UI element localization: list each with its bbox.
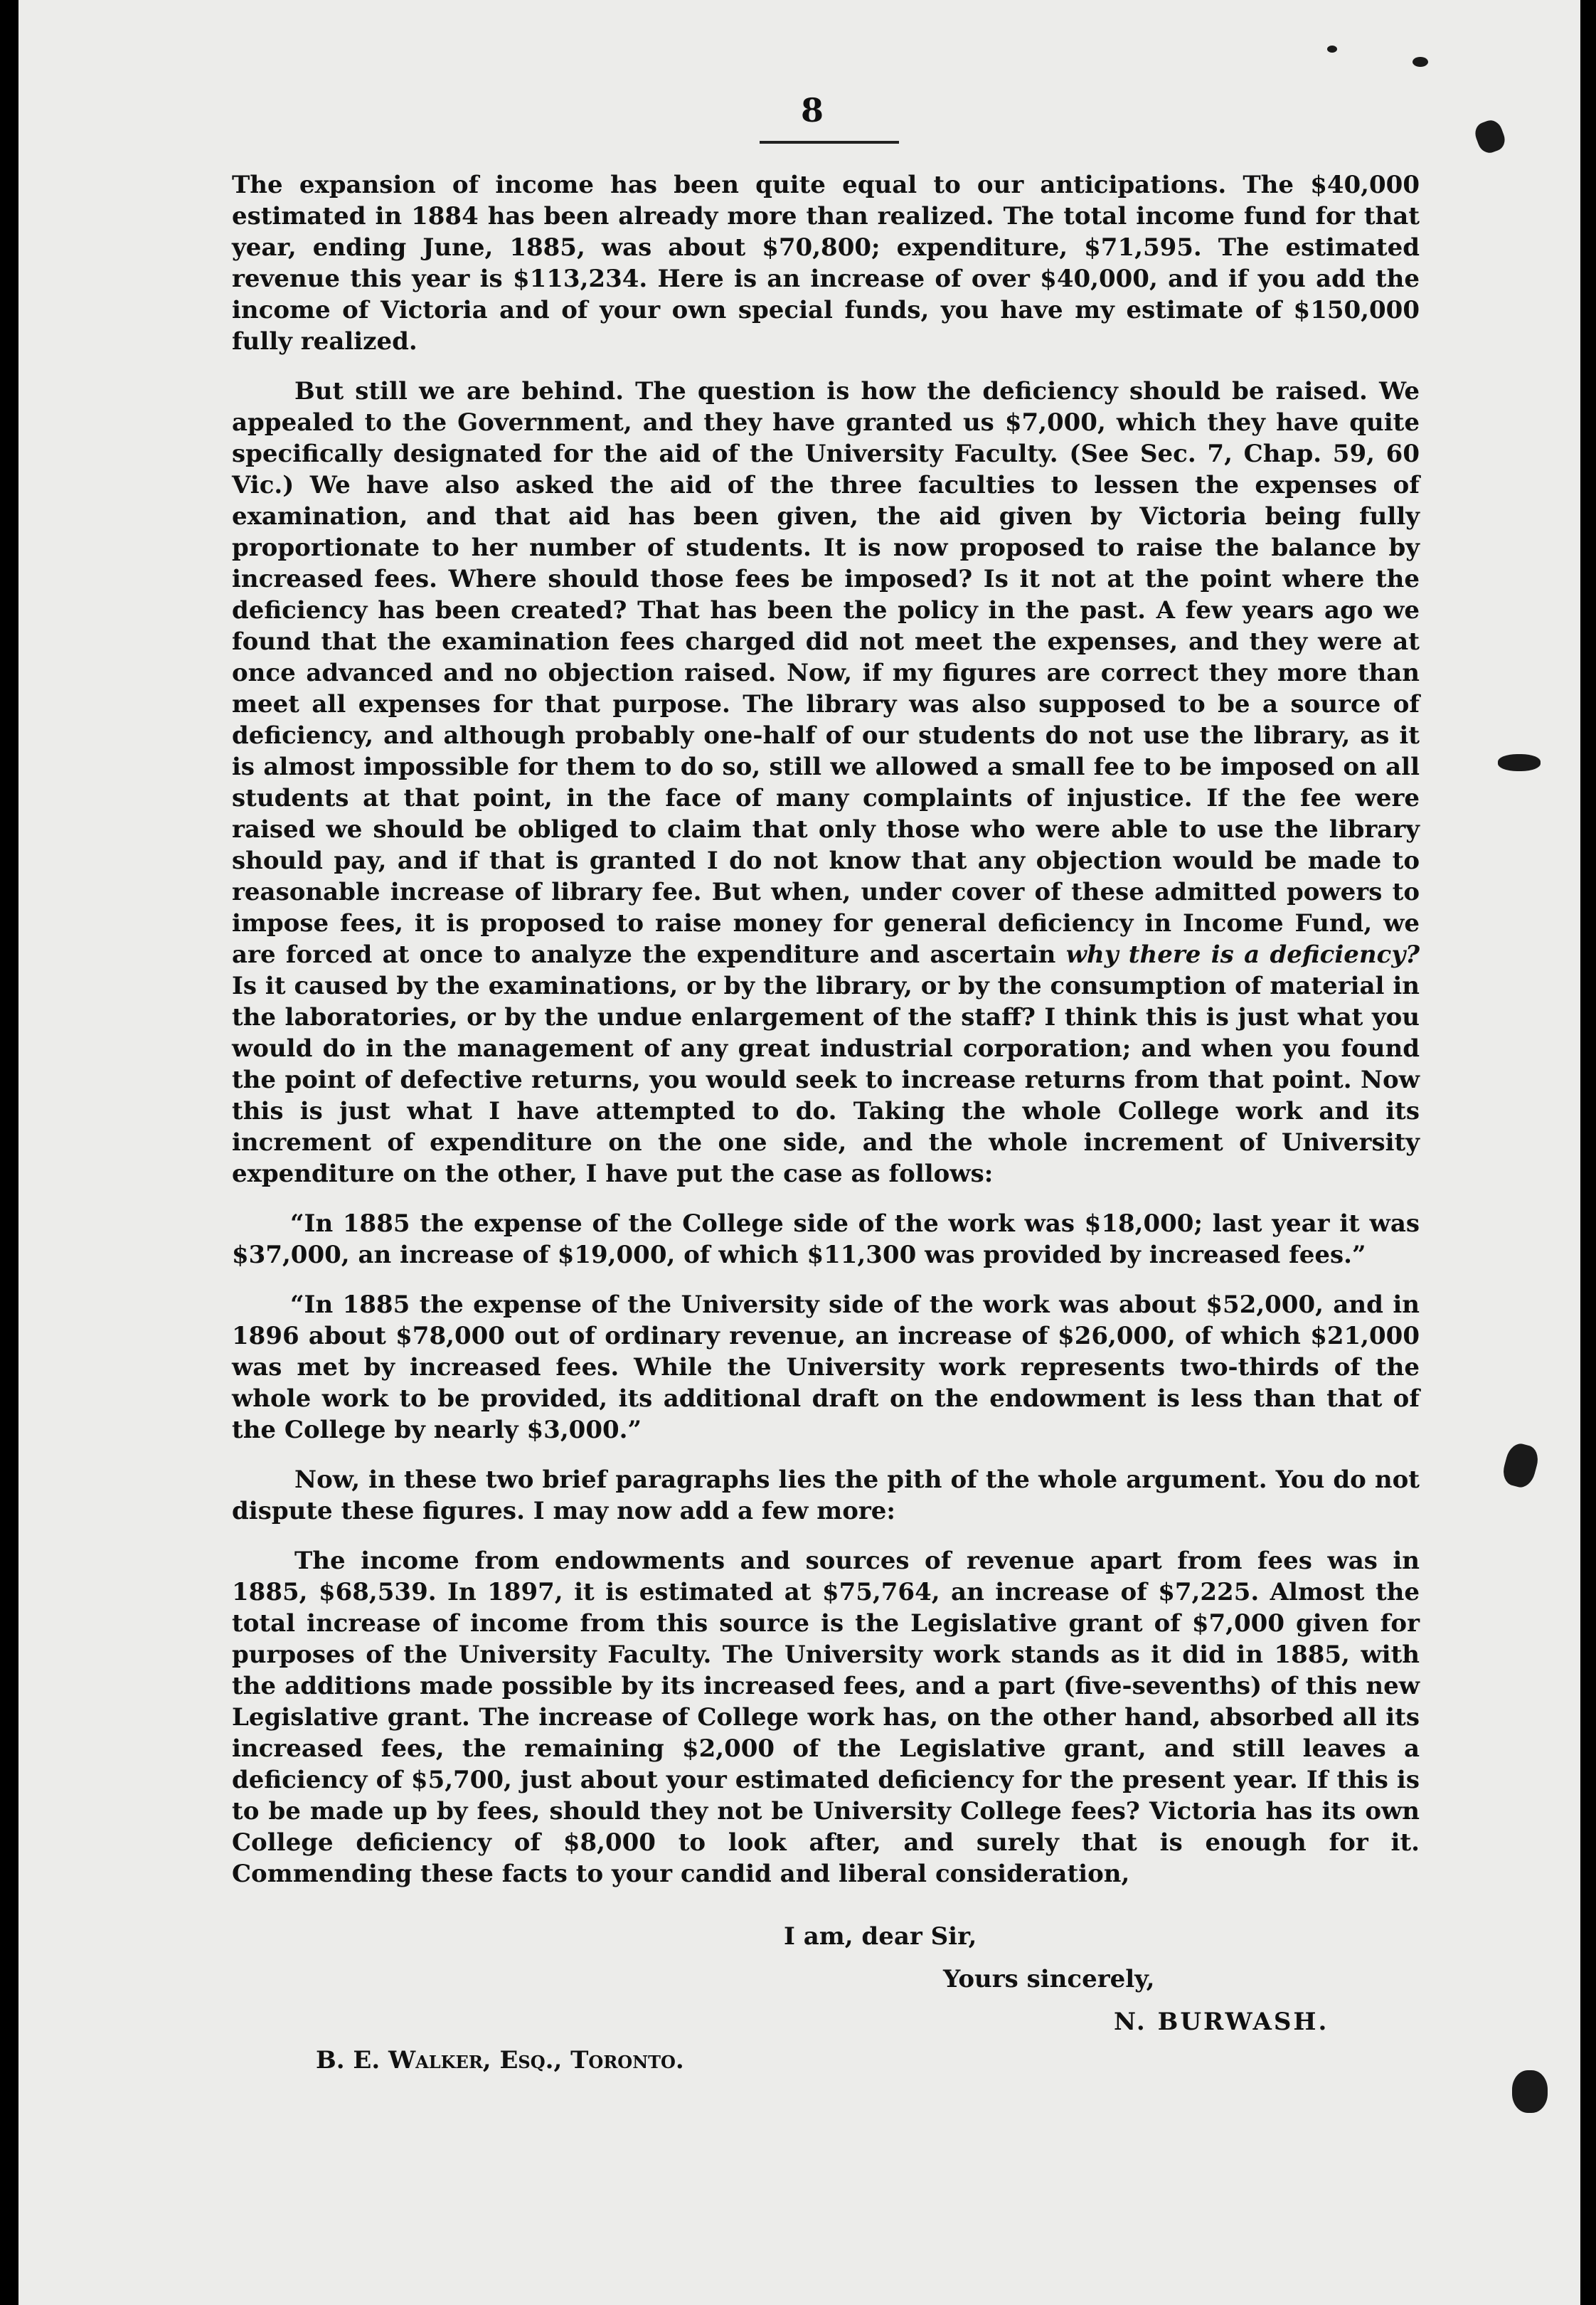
addressee-suffix: Esq., Toronto. xyxy=(499,2046,684,2074)
scan-speck xyxy=(1512,2070,1548,2113)
paragraph-endowments: The income from endowments and sources of revenue apart from fees was in 1885, $68,539. In 1897, it is estimated at $75,764, an increase of $7,225. Almost the total increase of income from this source is the Legislative grant of $7,000 given for purposes of the University Faculty. The University work stands as it did in 1885, with the additions made possible by its increased fees, and a part (five-sevenths) of this new Legislative grant. The increase of College work has, on the other hand, absorbed all its increased fees, the remaining $2,000 of the Legislative grant, and still leaves a deficiency of $5,700, just about your estimated deficiency for the present year. If this is to be made up by fees, should they not be University College fees? Victoria has its own College deficiency of $8,000 to look after, and surely that is enough for it. Commending these facts to your candid and liberal consideration, xyxy=(232,1547,1420,1888)
closing-valediction: Yours sincerely, xyxy=(943,1965,1155,1993)
page-number: 8 xyxy=(801,91,824,129)
paragraph-deficiency-cont: Is it caused by the examinations, or by the library, or by the consumption of material in the laboratories, or by the undue enlargement of the staff? I think this is just what you would do in the management of any great industrial corporation; and when you found the point of defective returns, you would seek to increase returns from that point. Now this is just what I have attempted to do. Taking the whole College work and its increment of expenditure on the one side, and the whole increment of University expenditure on the other, I have put the case as follows: xyxy=(232,972,1420,1188)
scan-speck xyxy=(1472,117,1509,156)
paragraph-pith: Now, in these two brief paragraphs lies the pith of the whole argument. You do not dispute these figures. I may now add a few more: xyxy=(232,1466,1420,1525)
letter-body xyxy=(232,169,1420,1908)
signature: N. BURWASH. xyxy=(1114,2008,1329,2036)
scan-speck xyxy=(1498,754,1541,771)
scan-border-right xyxy=(1580,0,1596,2305)
italic-phrase: why there is a deficiency? xyxy=(1065,940,1420,969)
addressee xyxy=(316,2046,684,2074)
paragraph-income: The expansion of income has been quite equal to our anticipations. The $40,000 estimated in 1884 has been already more than realized. The total income fund for that year, ending June, 1885, was about $70,800; expenditure, $71,595. The estimated revenue this year is $113,234. Here is an increase of over $40,000, and if you add the income of Victoria and of your own special funds, you have my estimate of $150,000 fully realized. xyxy=(232,171,1420,356)
scan-speck xyxy=(1413,57,1428,67)
paragraph-deficiency xyxy=(232,376,1420,1189)
quote-college: “In 1885 the expense of the College side of the work was $18,000; last year it was $37,000, an increase of $19,000, of which $11,300 was provided by increased fees.” xyxy=(232,1209,1420,1269)
closing-salutation: I am, dear Sir, xyxy=(784,1922,977,1951)
addressee-name: B. E. Walker, xyxy=(316,2046,491,2074)
scan-speck xyxy=(1500,1441,1541,1490)
scan-border-left xyxy=(0,0,18,2305)
paragraph-deficiency-text: But still we are behind. The question is how the deficiency should be raised. We appealed to the Government, and they have granted us $7,000, which they have quite specifically designated for the aid of the University Faculty. (See Sec. 7, Chap. 59, 60 Vic.) We have also asked the aid of the three faculties to lessen the expenses of examination, and that aid has been given, the aid given by Victoria being fully proportionate to her number of students. It is now proposed to raise the balance by increased fees. Where should those fees be imposed? Is it not at the point where the deficiency has been created? That has been the policy in the past. A few years ago we found that the examination fees charged did not meet the expenses, and they were at once advanced and no objection raised. Now, if my figures are correct they more than meet all expenses for that purpose. The library was also supposed to be a source of deficiency, and although probably one-half of our students do not use the library, as it is almost impossible for them to do so, still we allowed a small fee to be imposed on all students at that point, in the face of many complaints of injustice. If the fee were raised we should be obliged to claim that only those who were able to use the library should pay, and if that is granted I do not know that any objection would be made to reasonable increase of library fee. But when, under cover of these admitted powers to impose fees, it is proposed to raise money for general deficiency in Income Fund, we are forced at once to analyze the expenditure and ascertain xyxy=(232,377,1420,969)
scan-speck xyxy=(1327,46,1337,53)
document-page xyxy=(18,0,1580,2305)
quote-university: “In 1885 the expense of the University side of the work was about $52,000, and in 1896 about $78,000 out of ordinary revenue, an increase of $26,000, of which $21,000 was met by increased fees. While the University work represents two-thirds of the whole work to be provided, its additional draft on the endowment is less than that of the College by nearly $3,000.” xyxy=(232,1291,1420,1444)
page-number-rule xyxy=(760,141,899,144)
